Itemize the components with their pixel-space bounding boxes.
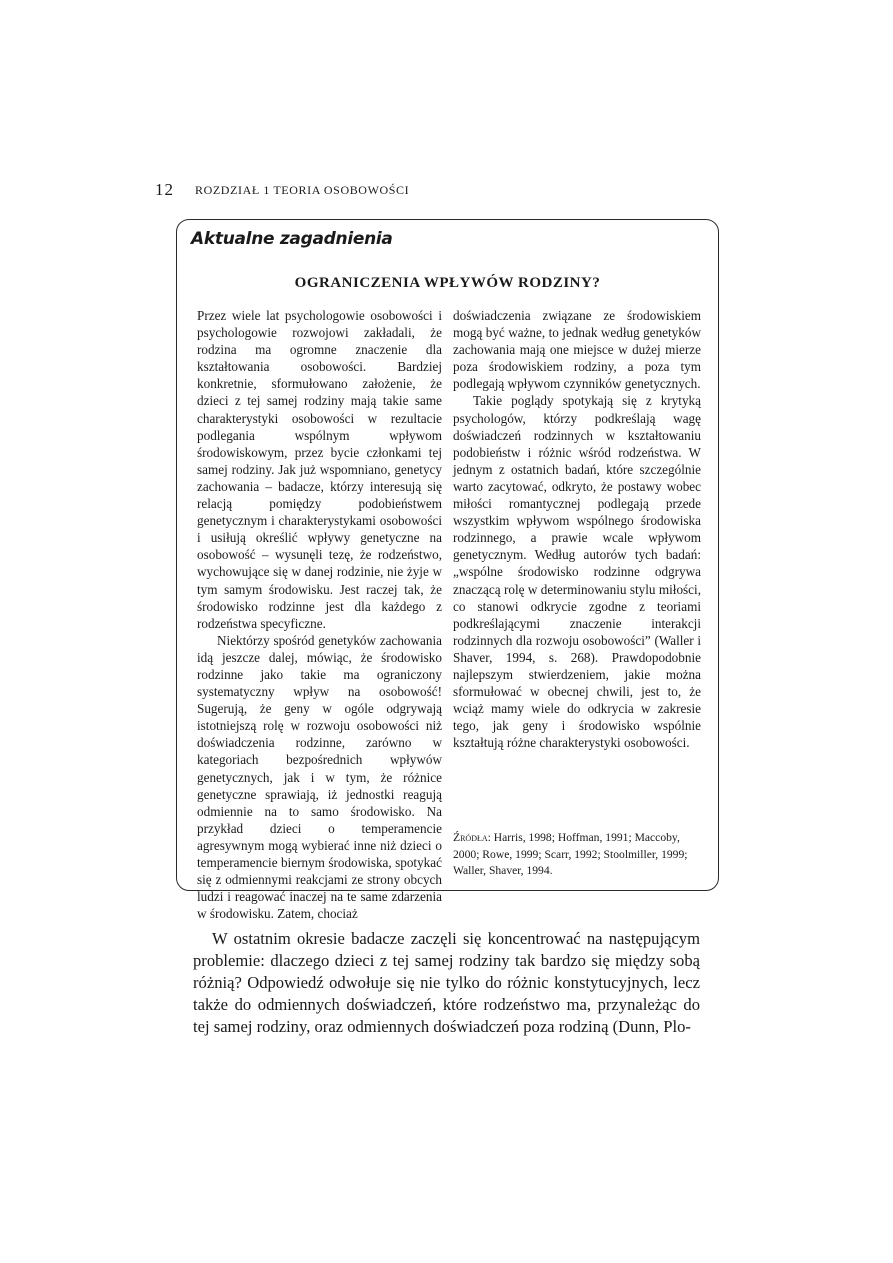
page-number: 12	[155, 180, 174, 199]
right-paragraph-2: Takie poglądy spotykają się z krytyką psychologów, którzy podkreślają wagę doświadczeń rodzinnych w kształtowaniu podobieństw i różnic wśród rodzeństwa. W jednym z ostatnich badań, które szczególnie warto zacytować, odkryto, że postawy wobec miłości romantycznej podlegają przede wszystkim wpływom wspólnego środowiska rodzinnego, a prawie wcale wpływom genetycznym. Według autorów tych badań: „wspólne środowisko rodzinne odgrywa znaczącą rolę w determinowaniu stylu miłości, co stanowi odkrycie zgodne z teoriami podkreślającymi znaczenie interakcji rodzinnych dla rozwoju osobowości” (Waller i Shaver, 1994, s. 268). Prawdopodobnie najlepszym stwierdzeniem, jakie można sformułować w obecnej chwili, jest to, że wciąż mamy wiele do odkrycia w zakresie tego, jak geny i środowisko wspólnie kształtują różne charakterystyki osobowości.	[453, 393, 701, 751]
left-paragraph-2: Niektórzy spośród genetyków zachowania idą jeszcze dalej, mówiąc, że środowisko rodzinne jako takie ma ograniczony systematyczny wpływ na osobowość! Sugerują, że geny w ogóle odgrywają istotniejszą rolę w rozwoju osobowości niż doświadczenia rodzinne, zarówno w kategoriach bezpośrednich wpływów genetycznych, jak i w tym, że różnice genetyczne sprawiają, iż jednostki reagują odmiennie na to samo środowisko. Na przykład dzieci o temperamencie agresywnym mogą wybierać inne niż dzieci o temperamencie biernym środowiska, spotykać się z odmiennymi reakcjami ze strony obcych ludzi i reagować inaczej na te same zdarzenia w środowisku. Zatem, chociaż	[197, 632, 442, 922]
left-paragraph-1: Przez wiele lat psychologowie osobowości i psychologowie rozwojowi zakładali, że rodzina ma ogromne znaczenie dla kształtowania osobowości. Bardziej konkretnie, sformułowano założenie, że dzieci z tej samej rodziny mają takie same charakterystyki osobowości w rezultacie podlegania wspólnym wpływom środowiskowym, przez bycie członkami tej samej rodziny. Jak już wspomniano, genetycy zachowania – badacze, którzy interesują się relacją pomiędzy podobieństwem genetycznym i charakterystykami osobowości i usiłują określić wpływy genetyczne na osobowość – wysunęli tezę, że rodzeństwo, wychowujące się w danej rodzinie, nie żyje w tym samym środowisku. Jest raczej tak, że środowisko rodzinne jest dla każdego z rodzeństwa specyficzne.	[197, 308, 442, 631]
right-column	[453, 307, 701, 751]
sources-text: Harris, 1998; Hoffman, 1991; Maccoby, 2000; Rowe, 1999; Scarr, 1992; Stoolmiller, 1999; Waller, Shaver, 1994.	[453, 831, 688, 877]
box-label: Aktualne zagadnienia	[191, 229, 393, 249]
box-title: OGRANICZENIA WPŁYWÓW RODZINY?	[294, 275, 601, 291]
sources-label: Źródła:	[453, 831, 491, 844]
running-head: ROZDZIAŁ 1 TEORIA OSOBOWOŚCI	[195, 183, 410, 197]
left-column	[197, 307, 442, 922]
page-header	[155, 180, 755, 202]
right-paragraph-1: doświadczenia związane ze środowiskiem mogą być ważne, to jednak według genetyków zachowania mają one miejsce w dużej mierze poza środowiskiem rodziny, a poza tym podlegają wpływom czynników genetycznych.	[453, 308, 701, 392]
current-issues-box	[176, 219, 719, 922]
sources-note	[453, 830, 703, 880]
body-text	[193, 928, 700, 1038]
body-paragraph: W ostatnim okresie badacze zaczęli się koncentrować na następującym problemie: dlaczego dzieci z tej samej rodziny tak bardzo się między sobą różnią? Odpowiedź odwołuje się nie tylko do różnic konstytucyjnych, lecz także do odmiennych doświadczeń, które rodzeństwo ma, przynależąc do tej samej rodziny, oraz odmiennych doświadczeń poza rodziną (Dunn, Plo-	[193, 929, 700, 1036]
